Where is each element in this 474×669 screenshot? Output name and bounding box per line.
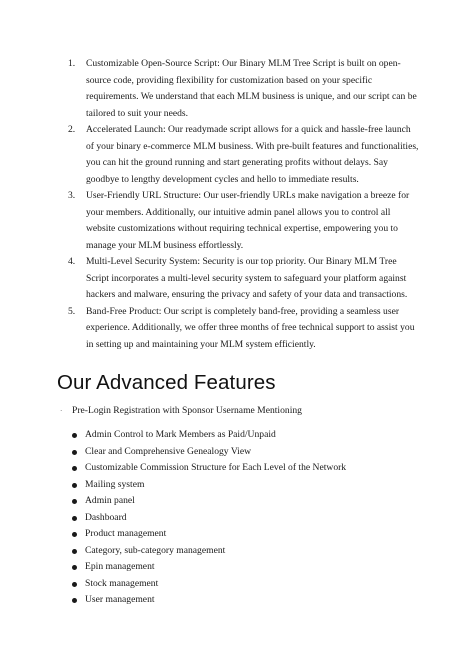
bullet-dot-icon — [72, 450, 77, 455]
bullet-list-item — [72, 526, 346, 543]
numbered-list-item — [68, 254, 420, 304]
bullet-list-item — [72, 460, 346, 477]
bullet-list-item — [72, 427, 346, 444]
numbered-list-item — [68, 56, 420, 122]
bullet-list-item — [72, 559, 346, 576]
numbered-list-item — [68, 188, 420, 254]
list-number: 4. — [68, 256, 76, 267]
bullet-dot-icon — [72, 598, 77, 603]
bullet-dot-icon — [72, 549, 77, 554]
bullet-list-item — [72, 576, 346, 593]
lead-item-marker: · — [60, 407, 63, 415]
bullet-text: Category, sub-category management — [85, 544, 226, 556]
bullet-text: Product management — [85, 528, 167, 539]
bullet-text: Dashboard — [85, 511, 127, 523]
list-item-text: Accelerated Launch: Our readymade script allows for a quick and hassle-free launch of your binary e-commerce MLM business. With pre-built features and functionalities, you can hit the ground running and start generating profits without delays. Say goodbye to lengthy development cycles and hello to immediate results. — [86, 124, 419, 185]
list-number: 2. — [68, 124, 76, 135]
bullet-list-item — [72, 444, 346, 461]
bullet-text: Admin Control to Mark Members as Paid/Unpaid — [85, 429, 276, 440]
list-number: 1. — [68, 58, 76, 69]
bullet-dot-icon — [72, 582, 77, 587]
bullet-list-item — [72, 493, 346, 510]
bullet-dot-icon — [72, 532, 77, 537]
benefits-numbered-list — [68, 56, 420, 353]
bullet-list-item — [72, 510, 346, 527]
bullet-dot-icon — [72, 483, 77, 488]
features-bullet-list — [72, 427, 346, 609]
bullet-dot-icon — [72, 466, 77, 471]
numbered-list-item — [68, 304, 420, 354]
bullet-text: User management — [85, 594, 155, 605]
bullet-list-item — [72, 543, 346, 560]
bullet-list-item — [72, 592, 346, 609]
bullet-text: Customizable Commission Structure for Each Level of the Network — [85, 462, 347, 473]
bullet-text: Clear and Comprehensive Genealogy View — [85, 445, 252, 457]
bullet-text: Stock management — [85, 577, 159, 589]
bullet-text: Mailing system — [85, 478, 145, 490]
list-item-text: Customizable Open-Source Script: Our Binary MLM Tree Script is built on open-source code, providing flexibility for customization based on your specific requirements. We understand that each MLM business is unique, and our script can be tailored to suit your needs. — [86, 58, 417, 119]
bullet-text: Admin panel — [85, 495, 135, 506]
list-item-text: Multi-Level Security System: Security is our top priority. Our Binary MLM Tree Script incorporates a multi-level security system to safeguard your platform against hackers and malware, ensuring the privacy and safety of your data and transactions. — [86, 256, 408, 300]
section-heading: Our Advanced Features — [57, 371, 276, 394]
list-item-text: Band-Free Product: Our script is completely band-free, providing a seamless user experience. Additionally, we offer three months of free technical support to assist you in setting up and maintaining your MLM system efficiently. — [86, 305, 415, 350]
bullet-dot-icon — [72, 499, 77, 504]
list-item-text: User-Friendly URL Structure: Our user-friendly URLs make navigation a breeze for your members. Additionally, our intuitive admin panel allows you to control all website customizations without requiring technical expertise, empowering you to manage your MLM business effortlessly. — [86, 190, 410, 251]
bullet-list-item — [72, 477, 346, 494]
bullet-dot-icon — [72, 433, 77, 438]
numbered-list-item — [68, 122, 420, 188]
bullet-dot-icon — [72, 565, 77, 570]
bullet-text: Epin management — [85, 561, 155, 572]
lead-item-text: Pre-Login Registration with Sponsor Username Mentioning — [72, 405, 302, 416]
list-number: 3. — [68, 190, 76, 201]
bullet-dot-icon — [72, 516, 77, 521]
list-number: 5. — [68, 305, 76, 317]
